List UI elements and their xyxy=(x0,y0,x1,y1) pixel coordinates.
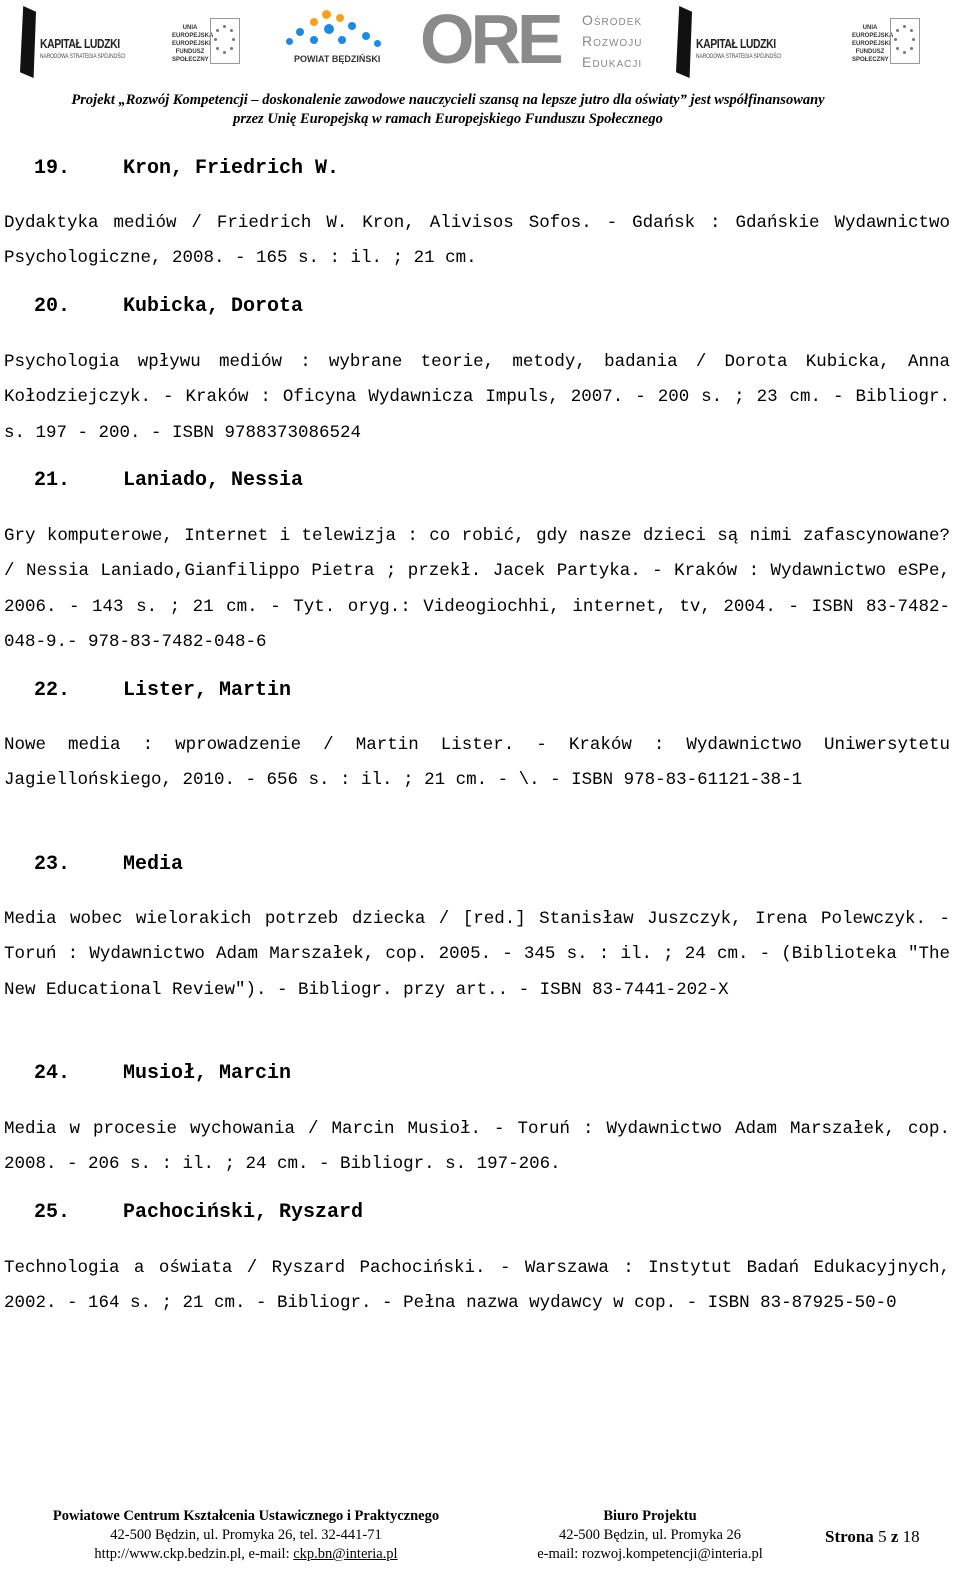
page-total: 18 xyxy=(902,1527,920,1546)
entry-heading xyxy=(34,295,303,318)
kapital-ludzki-title: KAPITAŁ LUDZKI xyxy=(40,36,120,51)
entry-description: Technologia a oświata / Ryszard Pachociński. - Warszawa : Instytut Badań Edukacyjnych, 2002. - 164 s. ; 21 cm. - Bibliogr. - Pełna nazwa wydawcy w cop. - ISBN 83-87925-50-0 xyxy=(4,1258,950,1314)
entry-number: 23. xyxy=(34,853,71,876)
flag-icon xyxy=(20,6,36,78)
entry-heading xyxy=(34,853,183,876)
entry-author: Pachociński, Ryszard xyxy=(123,1201,364,1224)
entry-number: 22. xyxy=(34,679,71,702)
entry-description: Psychologia wpływu mediów : wybrane teorie, metody, badania / Dorota Kubicka, Anna Kołodziejczyk. - Kraków : Oficyna Wydawnicza Impuls, 2007. - 200 s. ; 23 cm. - Bibliogr. s. 197 - 200. - ISBN 9788373086524 xyxy=(4,352,950,443)
flag-icon xyxy=(676,6,692,78)
ore-line1: Ośrodek xyxy=(582,12,643,28)
footer-institution-address: 42-500 Będzin, ul. Promyka 26, tel. 32-441-71 xyxy=(110,1527,382,1543)
entry-description: Media wobec wielorakich potrzeb dziecka / [red.] Stanisław Juszczyk, Irena Polewczyk. - Toruń : Wydawnictwo Adam Marszałek, cop. 2005. - 345 s. : il. ; 24 cm. - (Biblioteka "The New Educational Review"). - Bibliogr. przy art.. - ISBN 83-7441-202-X xyxy=(4,909,950,1000)
entry-description: Dydaktyka mediów / Friedrich W. Kron, Alivisos Sofos. - Gdańsk : Gdańskie Wydawnictwo Psychologiczne, 2008. - 165 s. : il. ; 21 cm. xyxy=(4,213,950,269)
entry-author: Musioł, Marcin xyxy=(123,1062,292,1085)
entry-author: Media xyxy=(123,853,184,876)
eu-logo-text: UNIA EUROPEJSKA EUROPEJSKI FUNDUSZ SPOŁECZNY xyxy=(852,25,894,63)
project-note-line2: przez Unię Europejską w ramach Europejskiego Funduszu Społecznego xyxy=(233,111,663,127)
entry-author: Kron, Friedrich W. xyxy=(123,157,340,180)
entry-author: Lister, Martin xyxy=(123,679,292,702)
eu-logo-text: UNIA EUROPEJSKA EUROPEJSKI FUNDUSZ SPOŁECZNY xyxy=(172,25,214,63)
footer-institution-contact xyxy=(18,1545,474,1564)
eu-stars-icon xyxy=(210,18,240,64)
eu-logo-right xyxy=(852,18,922,66)
project-note-line1: Projekt „Rozwój Kompetencji – doskonalenie zawodowe nauczycieli szansą na lepsze jutro dla oświaty” jest współfinansowany xyxy=(71,92,825,108)
eu-stars-icon xyxy=(890,18,920,64)
entry-heading xyxy=(34,679,291,702)
ore-text xyxy=(582,10,642,73)
ore-line3: Edukacji xyxy=(582,54,643,70)
entry-number: 25. xyxy=(34,1201,71,1224)
entry-heading xyxy=(34,157,339,180)
powiat-bedzinski-logo xyxy=(284,8,388,70)
kapital-ludzki-subtitle: NARODOWA STRATEGIA SPÓJNOŚCI xyxy=(40,54,126,60)
footer-office-title: Biuro Projektu xyxy=(603,1508,697,1524)
kapital-ludzki-subtitle: NARODOWA STRATEGIA SPÓJNOŚCI xyxy=(696,54,782,60)
entry-number: 24. xyxy=(34,1062,71,1085)
footer-web[interactable]: http://www.ckp.bedzin.pl, e-mail: xyxy=(94,1546,294,1562)
footer-project-office xyxy=(510,1507,790,1564)
entry-description: Nowe media : wprowadzenie / Martin Lister. - Kraków : Wydawnictwo Uniwersytetu Jagiellońskiego, 2010. - 656 s. : il. ; 21 cm. - \. - ISBN 978-83-61121-38-1 xyxy=(4,735,950,791)
entry-number: 20. xyxy=(34,295,71,318)
footer-email-link[interactable]: ckp.bn@interia.pl xyxy=(293,1546,398,1562)
page-number xyxy=(825,1527,920,1547)
page-label: Strona xyxy=(825,1527,874,1546)
ore-logo xyxy=(420,0,660,78)
footer-office-address: 42-500 Będzin, ul. Promyka 26 xyxy=(558,1527,742,1543)
page-footer xyxy=(0,1507,960,1577)
kapital-ludzki-logo-right xyxy=(676,6,782,82)
eu-logo-left xyxy=(172,18,242,66)
footer-institution xyxy=(18,1507,474,1564)
entry-heading xyxy=(34,1062,291,1085)
ore-mark: ORE xyxy=(420,0,560,78)
footer-institution-name: Powiatowe Centrum Kształcenia Ustawicznego i Praktycznego xyxy=(52,1508,440,1524)
entry-number: 19. xyxy=(34,157,71,180)
kapital-ludzki-title: KAPITAŁ LUDZKI xyxy=(696,36,776,51)
entry-author: Kubicka, Dorota xyxy=(123,295,304,318)
entry-description: Gry komputerowe, Internet i telewizja : co robić, gdy nasze dzieci są nimi zafascynowane? / Nessia Laniado,Gianfilippo Pietra ; przekł. Jacek Partyka. - Kraków : Wydawnictwo eSPe, 2006. - 143 s. ; 21 cm. - Tyt. oryg.: Videogiochhi, internet, tv, 2004. - ISBN 83-7482-048-9.- 978-83-7482-048-6 xyxy=(4,526,950,652)
entry-author: Laniado, Nessia xyxy=(123,469,304,492)
page-current: 5 xyxy=(878,1527,887,1546)
header-logos xyxy=(0,0,960,90)
entry-number: 21. xyxy=(34,469,71,492)
footer-office-email[interactable]: e-mail: rozwoj.kompetencji@interia.pl xyxy=(537,1546,763,1562)
entry-heading xyxy=(34,1201,363,1224)
entry-heading xyxy=(34,469,303,492)
powiat-name: POWIAT BĘDZIŃSKI xyxy=(294,54,381,64)
kapital-ludzki-logo-left xyxy=(20,6,126,82)
project-note xyxy=(0,91,896,129)
page-of: z xyxy=(890,1527,899,1546)
entry-description: Media w procesie wychowania / Marcin Musioł. - Toruń : Wydawnictwo Adam Marszałek, cop. 2008. - 206 s. : il. ; 24 cm. - Bibliogr. s. 197-206. xyxy=(4,1119,950,1175)
ore-line2: Rozwoju xyxy=(582,33,643,49)
